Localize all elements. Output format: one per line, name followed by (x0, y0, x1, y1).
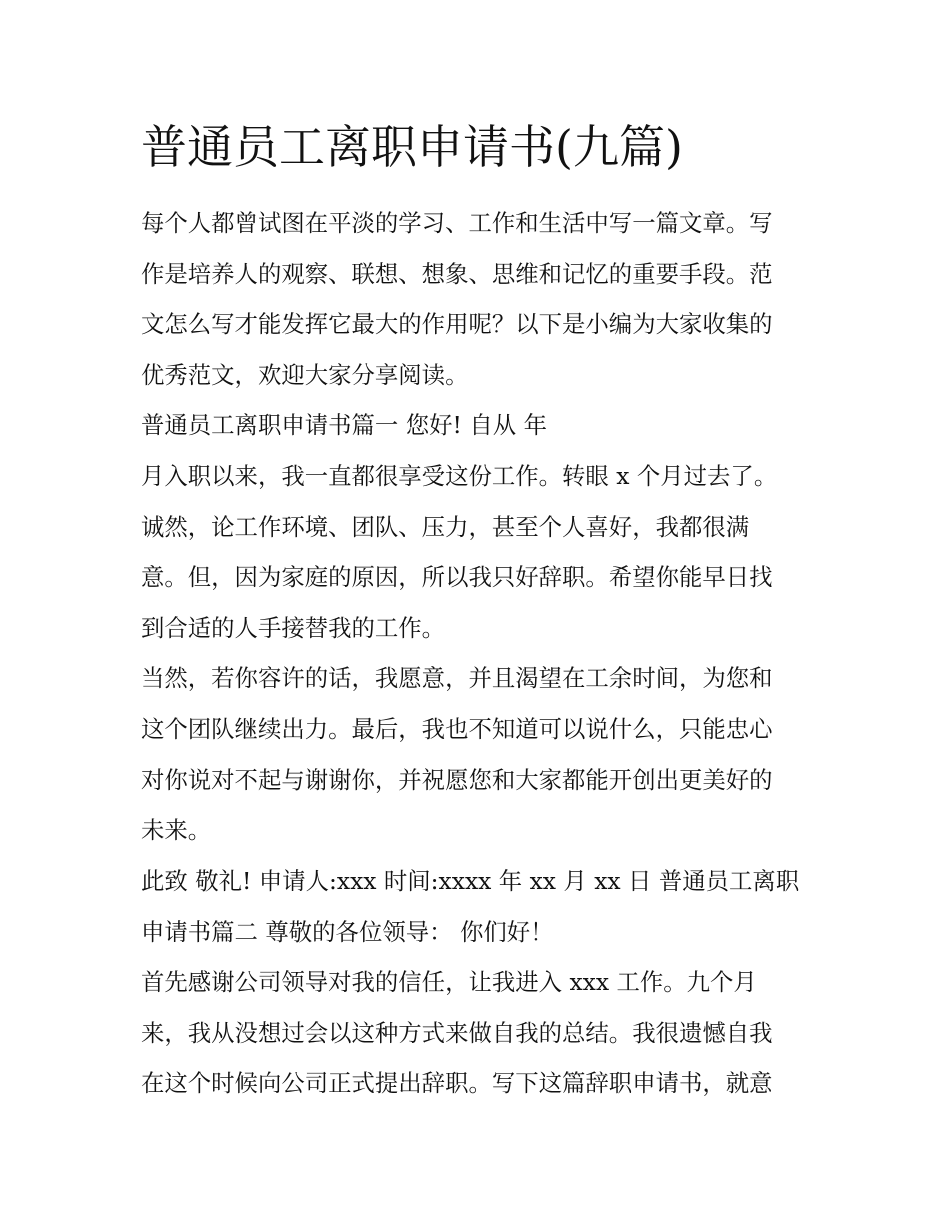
text-line: 作是培养人的观察、联想、想象、思维和记忆的重要手段。范 (141, 260, 773, 288)
text-line: 首先感谢公司领导对我的信任，让我进入 xxx 工作。九个月 (141, 968, 757, 996)
text-line: 未来。 (141, 816, 212, 844)
text-line: 月入职以来，我一直都很享受这份工作。转眼 x 个月过去了。 (141, 462, 778, 490)
text-line: 此致 敬礼! 申请人:xxx 时间:xxxx 年 xx 月 xx 日 普通员工离职 (141, 867, 800, 895)
text-line: 来，我从没想过会以这种方式来做自我的总结。我很遗憾自我 (141, 1019, 773, 1047)
text-line: 优秀范文，欢迎大家分享阅读。 (141, 361, 469, 389)
text-line: 诚然，论工作环境、团队、压力，甚至个人喜好，我都很满 (141, 513, 750, 541)
text-line: 这个团队继续出力。最后，我也不知道可以说什么，只能忠心 (141, 715, 773, 743)
text-line: 意。但，因为家庭的原因，所以我只好辞职。希望你能早日找 (141, 563, 773, 591)
text-line: 在这个时候向公司正式提出辞职。写下这篇辞职申请书，就意 (141, 1069, 773, 1097)
document-title: 普通员工离职申请书(九篇) (141, 120, 683, 174)
text-line: 当然，若你容许的话，我愿意，并且渴望在工余时间，为您和 (141, 664, 773, 692)
text-line: 对你说对不起与谢谢你，并祝愿您和大家都能开创出更美好的 (141, 766, 773, 794)
text-line: 每个人都曾试图在平淡的学习、工作和生活中写一篇文章。写 (141, 209, 773, 237)
text-line: 到合适的人手接替我的工作。 (141, 614, 446, 642)
text-line: 普通员工离职申请书篇一 您好! 自从 年 (141, 411, 547, 439)
text-line: 文怎么写才能发挥它最大的作用呢？以下是小编为大家收集的 (141, 310, 773, 338)
text-line: 申请书篇二 尊敬的各位领导： 你们好！ (141, 918, 554, 946)
